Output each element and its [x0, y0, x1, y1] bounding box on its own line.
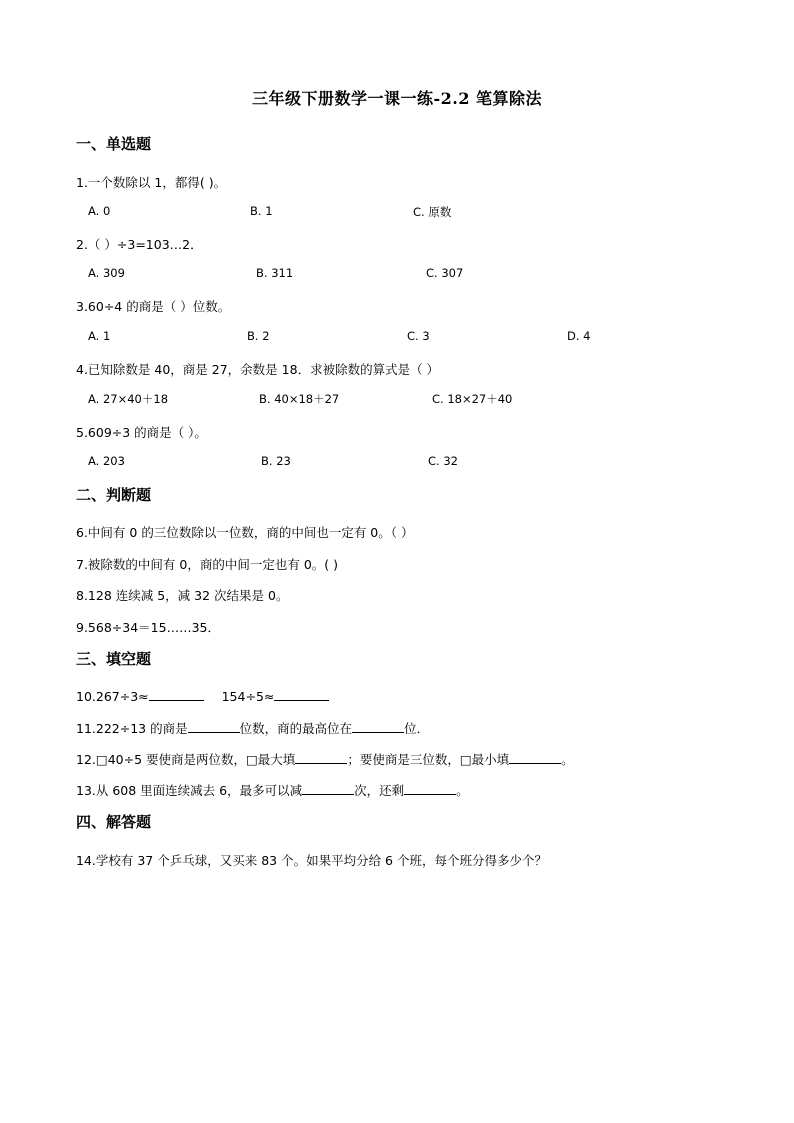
q11-part-3: 位． — [404, 721, 430, 736]
answer-blank[interactable] — [404, 782, 456, 795]
q13-part-3: 。 — [456, 783, 469, 798]
question-14: 14.学校有 37 个乒乓球，又买来 83 个。如果平均分给 6 个班，每个班分得多少个？ — [76, 853, 547, 868]
question-1: 1.一个数除以 1，都得( )。 — [76, 175, 227, 190]
answer-blank[interactable] — [302, 782, 354, 795]
section-heading-single-choice: 一、单选题 — [76, 135, 152, 153]
question-13 — [76, 781, 469, 799]
q3-option-b: B. 2 — [247, 329, 270, 343]
q13-part-2: 次，还剩 — [354, 783, 405, 798]
question-9: 9.568÷34＝15……35． — [76, 620, 220, 635]
q4-option-a: A. 27×40＋18 — [88, 392, 169, 406]
question-7: 7.被除数的中间有 0，商的中间一定也有 0。( ) — [76, 557, 339, 572]
question-5: 5.609÷3 的商是（ ）。 — [76, 425, 207, 440]
q2-option-a: A. 309 — [88, 266, 125, 280]
question-8: 8.128 连续减 5，减 32 次结果是 0。 — [76, 588, 289, 603]
q12-part-1: 12.□40÷5 要使商是两位数，□最大填 — [76, 752, 296, 767]
q4-option-b: B. 40×18＋27 — [259, 392, 340, 406]
q10-part-1: 10.267÷3≈ — [76, 689, 149, 704]
question-11 — [76, 719, 429, 737]
q5-option-c: C. 32 — [428, 454, 458, 468]
q13-part-1: 13.从 608 里面连续减去 6，最多可以减 — [76, 783, 303, 798]
q1-option-a: A. 0 — [88, 204, 111, 218]
q12-part-3: 。 — [561, 752, 574, 767]
q1-option-b: B. 1 — [250, 204, 273, 218]
question-4: 4.已知除数是 40，商是 27，余数是 18．求被除数的算式是（ ） — [76, 362, 440, 377]
question-3: 3.60÷4 的商是（ ）位数。 — [76, 299, 231, 314]
page-title: 三年级下册数学一课一练-2.2 笔算除法 — [251, 89, 543, 108]
answer-blank[interactable] — [188, 720, 240, 733]
q4-option-c: C. 18×27＋40 — [432, 392, 513, 406]
answer-blank[interactable] — [352, 720, 404, 733]
answer-blank[interactable] — [149, 688, 204, 701]
q11-part-1: 11.222÷13 的商是 — [76, 721, 188, 736]
answer-blank[interactable] — [295, 751, 347, 764]
q1-option-c: C. 原数 — [413, 205, 452, 219]
q10-part-2: 154÷5≈ — [221, 689, 275, 704]
question-12 — [76, 750, 574, 768]
q5-option-b: B. 23 — [261, 454, 291, 468]
q3-option-d: D. 4 — [567, 329, 591, 343]
question-2: 2.（ ）÷3=103…2． — [76, 237, 203, 252]
section-heading-true-false: 二、判断题 — [76, 486, 152, 504]
q3-option-c: C. 3 — [407, 329, 430, 343]
q2-option-b: B. 311 — [256, 266, 294, 280]
q2-option-c: C. 307 — [426, 266, 464, 280]
answer-blank[interactable] — [274, 688, 329, 701]
q3-option-a: A. 1 — [88, 329, 111, 343]
answer-blank[interactable] — [509, 751, 561, 764]
q11-part-2: 位数，商的最高位在 — [239, 721, 353, 736]
section-heading-fill-blank: 三、填空题 — [76, 650, 152, 668]
question-10 — [76, 688, 329, 704]
q5-option-a: A. 203 — [88, 454, 125, 468]
q12-part-2: ；要使商是三位数，□最小填 — [347, 752, 510, 767]
section-heading-word-problems: 四、解答题 — [76, 813, 152, 831]
question-6: 6.中间有 0 的三位数除以一位数，商的中间也一定有 0。（ ） — [76, 525, 414, 540]
